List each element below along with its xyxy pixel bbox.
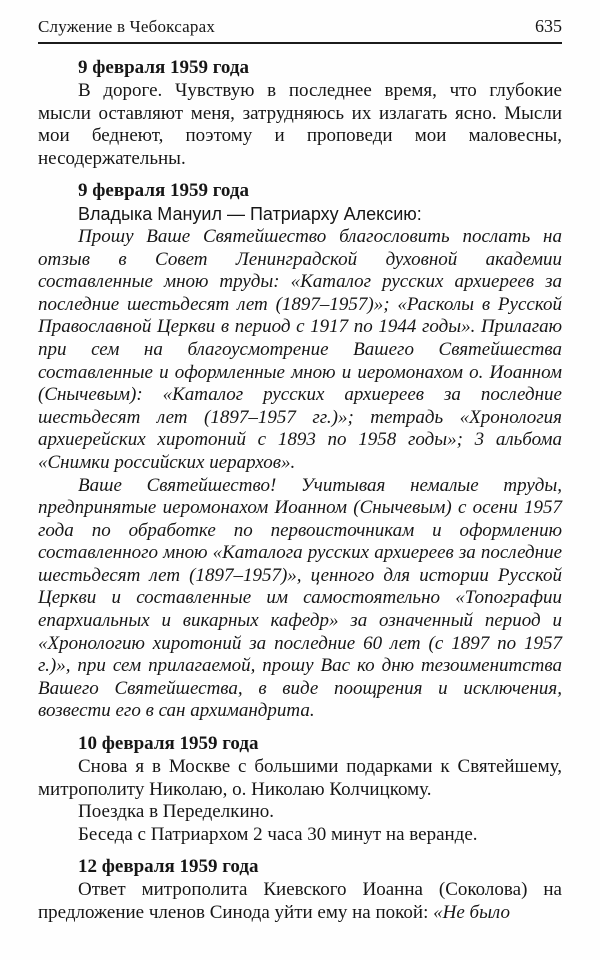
entry-paragraph-letter: Ваше Святейшество! Учитывая немалые труды, предпринятые иеромонахом Иоанном (Снычевым) с осени 1957 года по обработке по первоисточникам и оформлению составленного мною «Каталога русских архиереев за последние шестьдесят лет (1897–1957)», ценного для истории Русской Церкви и составленные им самостоятельно «Топографии епархиальных и викарных кафедр» за означенный период и «Хронологию хиротоний за последние 60 лет (с 1897 по 1957 г.)», при сем прилагаемой, прошу Вас ко дню тезоименитства Вашего Святейшества, в виде поощрения и исключения, возвести его в сан архимандрита.	[38, 474, 562, 722]
entry-date: 9 февраля 1959 года	[78, 57, 249, 78]
header-rule	[38, 42, 562, 44]
entry-paragraph: Снова я в Москве с большими подарками к Святейшему, митрополиту Николаю, о. Николаю Колчицкому.	[38, 756, 562, 800]
entry-date: 10 февраля 1959 года	[78, 733, 259, 755]
page-body	[38, 56, 562, 925]
entry-paragraph-quote-start: «Не было	[433, 902, 510, 923]
entry-paragraph	[38, 879, 562, 924]
running-header-title: Служение в Чебоксарах	[38, 17, 216, 36]
entry-paragraph: Беседа с Патриархом 2 часа 30 минут на веранде.	[78, 823, 478, 845]
entry-paragraph-text: Ответ митрополита Киевского Иоанна (Соколова) на предложение членов Синода уйти ему на покой:	[38, 879, 562, 923]
entry-paragraph: Поездка в Переделкино.	[78, 801, 275, 823]
page-number: 635	[535, 16, 562, 36]
entry-date: 9 февраля 1959 года	[78, 180, 249, 202]
entry-date: 12 февраля 1959 года	[78, 856, 259, 878]
running-header	[38, 16, 562, 37]
entry-paragraph: В дороге. Чувствую в последнее время, что глубокие мысли оставляют меня, затрудняюсь их излагать ясно. Мысли мои беднеют, поэтому и проповеди мои маловесны, несодержательны.	[38, 80, 562, 169]
entry-paragraph-addressee: Владыка Мануил — Патриарху Алексию:	[78, 204, 422, 225]
entry-paragraph-letter: Прошу Ваше Святейшество благословить послать на отзыв в Совет Ленинградской духовной академии составленные мною труды: «Каталог русских архиереев за последние шестьдесят лет (1897–1957)»; «Расколы в Русской Православной Церкви в период с 1917 по 1944 годы». Прилагаю при сем на благоусмотрение Вашего Святейшества составленные и оформленные мною и иеромонахом о. Иоанном (Снычевым): «Каталог русских архиереев за последние шестьдесят лет (1897–1957 гг.)»; тетрадь «Хронология архиерейских хиротоний с 1893 по 1958 годы»; 3 альбома «Снимки российских иерархов».	[38, 225, 562, 473]
